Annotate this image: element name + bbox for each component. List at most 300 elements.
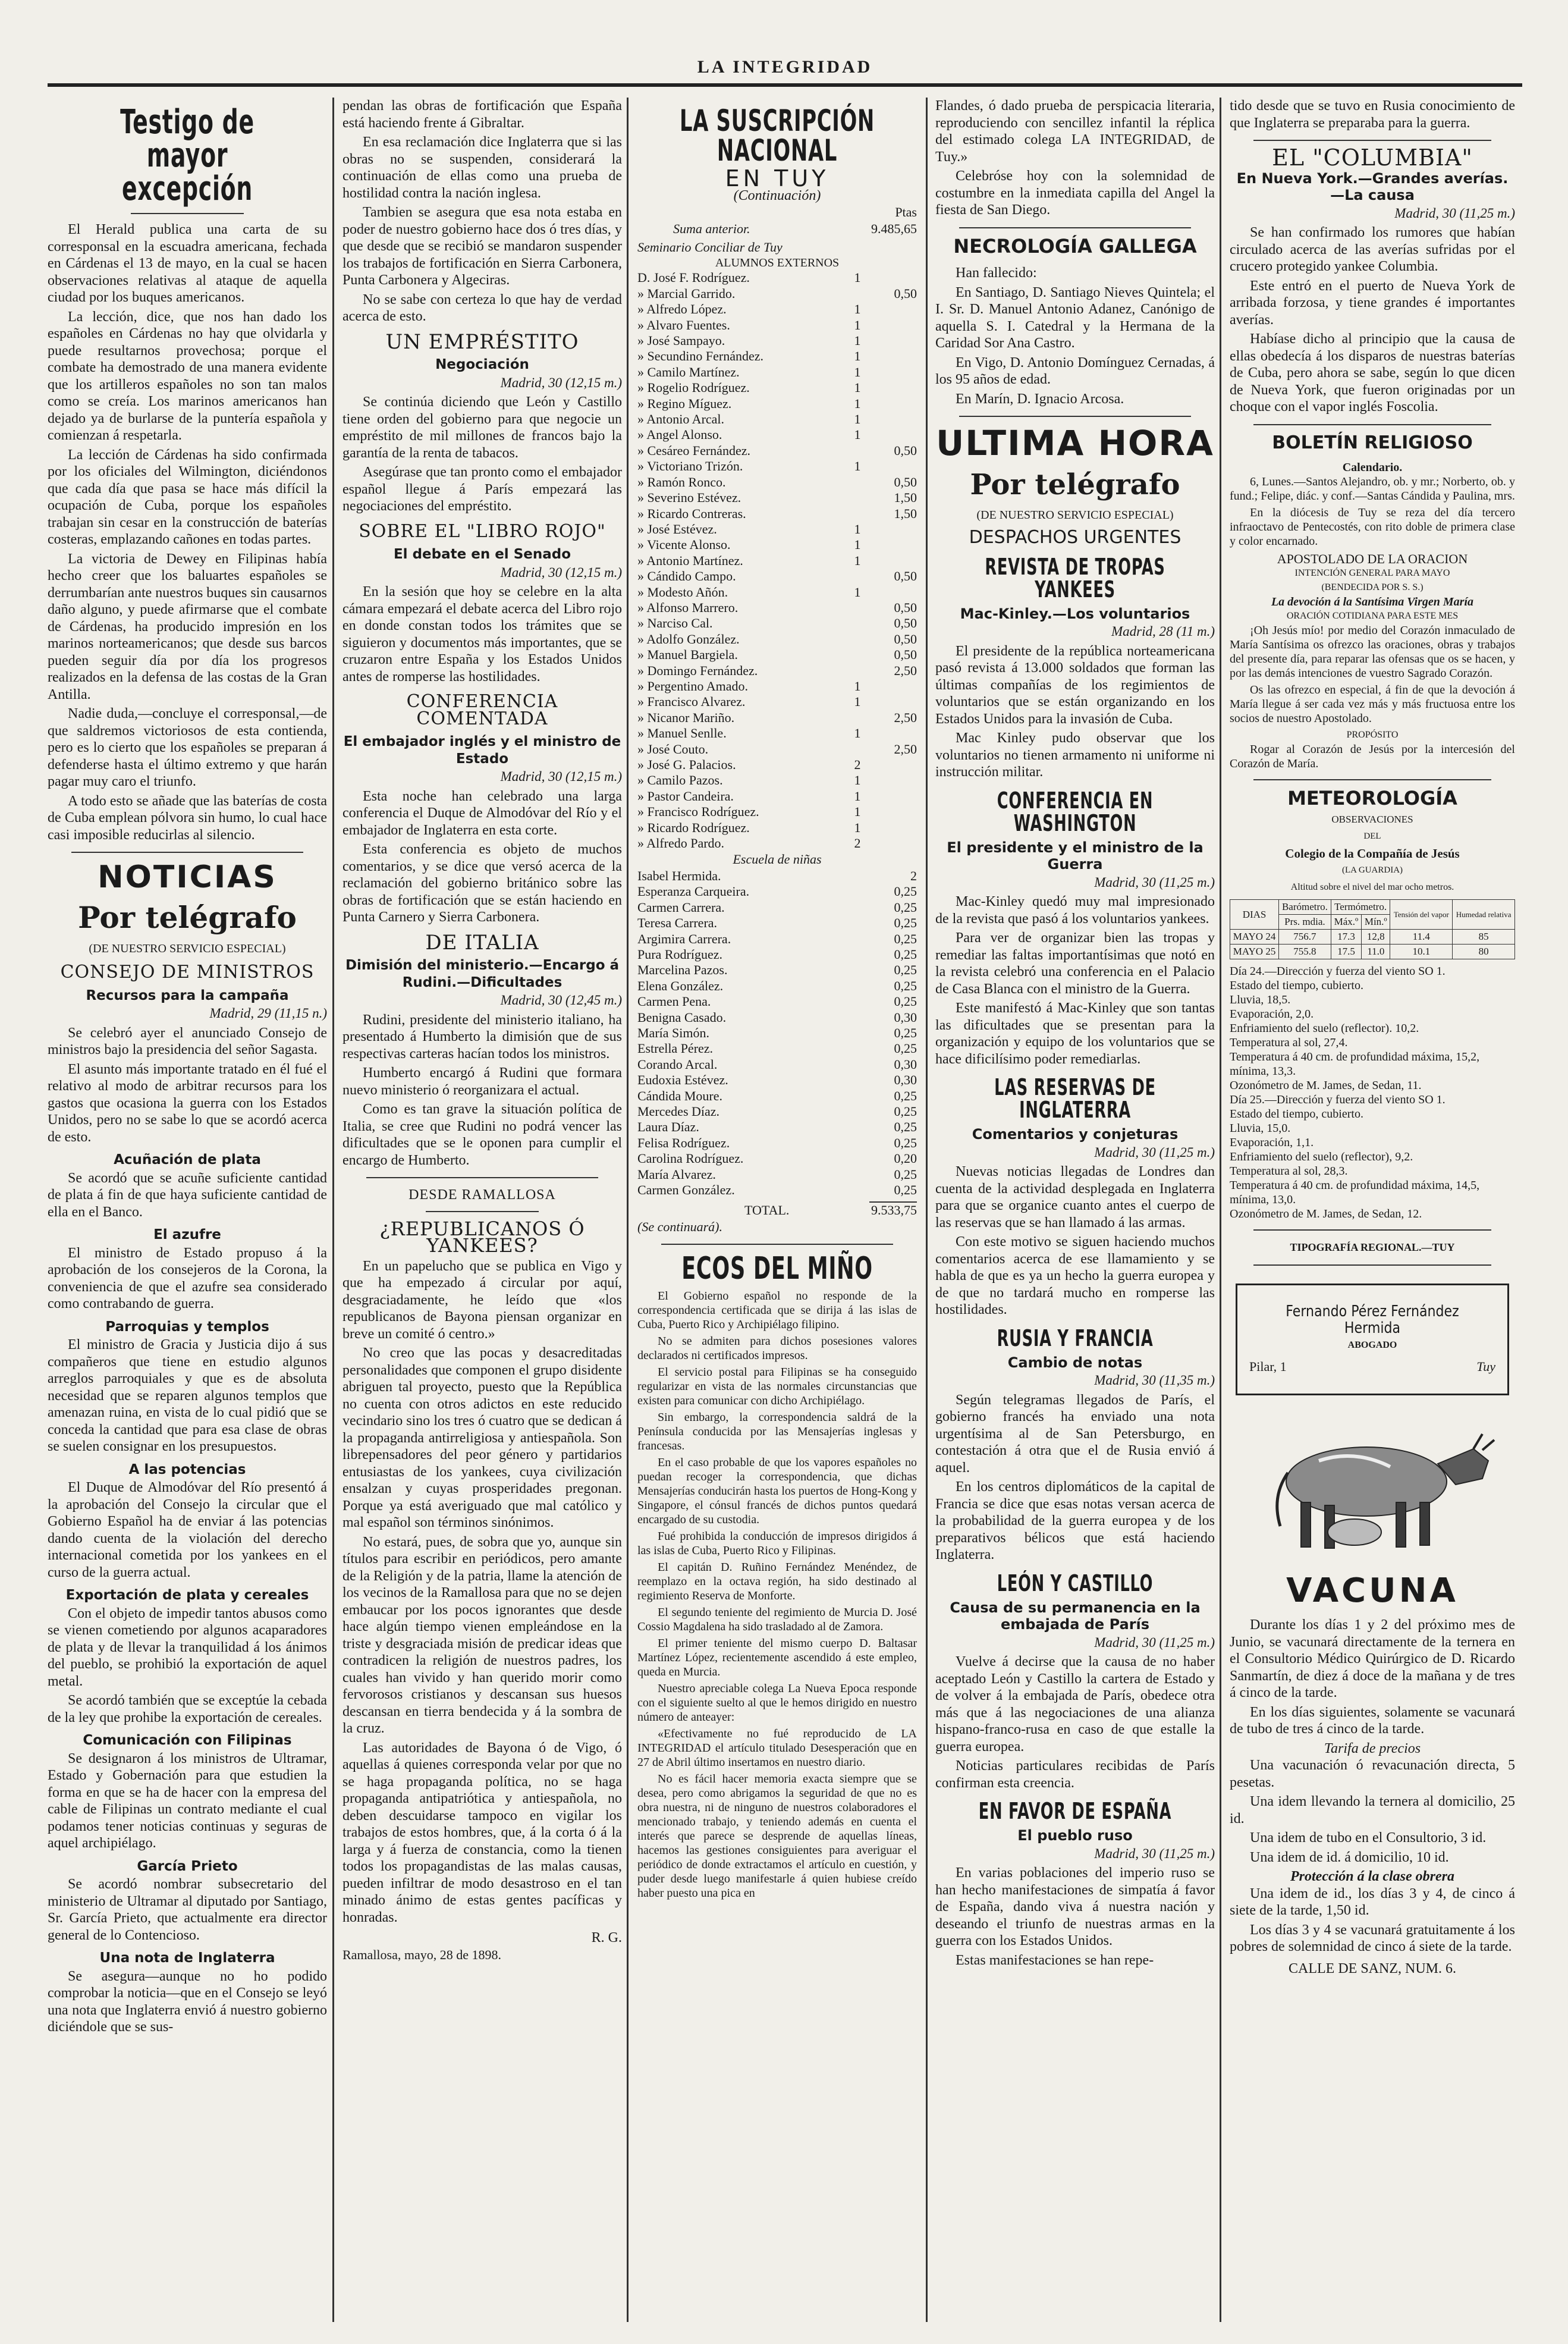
donor-amount: 0,25 (894, 931, 917, 946)
weather-line: Lluvia, 18,5. (1230, 993, 1291, 1007)
donor-amount: 0,25 (894, 1182, 917, 1198)
ad-city: Tuy (1476, 1359, 1495, 1375)
donor-amount: 1 (854, 521, 861, 536)
section-title-telegrafo: Por telégrafo (78, 899, 297, 935)
divider (426, 1211, 539, 1212)
weather-line: Temperatura á 40 cm. de profundidad máxima, 14,5, mínima, 13,0. (1230, 1179, 1480, 1207)
col-header: Barómetro. (1279, 900, 1331, 915)
dateline: Madrid, 28 (11 m.) (1111, 624, 1215, 639)
donor-name: Marcelina Pazos. (637, 962, 728, 978)
subheading: La devoción á la Santísima Virgen María (1271, 595, 1474, 608)
table-row (637, 726, 917, 741)
paragraph: El Herald publica una carta de su corresponsal en la escuadra americana, fechada en Cárdenas el 13 de mayo, en la cual se hacen observaciones relativas al ataque de aquella ciudad por los buques americanos. (48, 222, 327, 305)
paragraph: No estará, pues, de sobra que yo, aunque sin títulos para escribir en periódicos, pero amante de la Religión y de la patria, llame la atención de los vecinos de la Ramallosa para que no se dejen embaucar por los pocos ignorantes que desde hace algún tiempo vienen empleándose en la triste y desgraciada misión de predicar ideas que contradicen la religión de nuestros padres, los cuales han vivido y han querido morir como fervorosos cristianos y descansan sus huesos descansan en tierra bendecida y á la sombra de la cruz. (342, 1534, 622, 1736)
divider (1253, 424, 1491, 425)
donor-amount: 0,20 (894, 1151, 917, 1166)
donor-amount (846, 443, 869, 459)
ad-address: Pilar, 1 (1249, 1359, 1287, 1375)
subheading: Seminario Conciliar de Tuy (637, 239, 783, 255)
table-row (637, 1167, 917, 1182)
donor-name: María Alvarez. (637, 1166, 716, 1182)
ad-role: ABOGADO (1347, 1339, 1397, 1350)
article-title: Testigo de mayor excepción (120, 103, 254, 208)
paragraph: En un papelucho que se publica en Vigo y que ha empezado á circular por aquí, desgraciadamente, he leído que «los republicanos de Bayona piensan organizar en breve un comité ó centro.» (342, 1258, 622, 1342)
paragraph: Una idem de id., los días 3 y 4, de cinco á siete de la tarde, 1,50 id. (1230, 1885, 1515, 1919)
donor-amount: 2 (854, 836, 861, 851)
table-row (637, 270, 917, 285)
subheading: Dimisión del ministerio.—Encargo á Rudini.—Dificultades (345, 958, 620, 990)
subheading: Escuela de niñas (733, 852, 822, 867)
weather-line: Lluvia, 15,0. (1230, 1122, 1291, 1135)
donor-name: Eudoxia Estévez. (637, 1072, 728, 1088)
weather-line: Enfriamiento del suelo (reflector). 10,2. (1230, 1022, 1419, 1035)
paragraph: Tambien se asegura que esa nota estaba en poder de nuestro gobierno hace dos ó tres días, y que desde que se recibió se mandaron suspender los trabajos de fortificación en Sierra Carbonera, Punta Carbonera y Algeciras. (342, 205, 622, 288)
donor-name: Laura Díaz. (637, 1119, 699, 1135)
sum-value: 9.485,65 (871, 221, 917, 236)
paragraph: Humberto encargó á Rudini que formara nuevo ministerio ó reorganizara el actual. (342, 1065, 622, 1098)
subheading: APOSTOLADO DE LA ORACION (1277, 551, 1468, 566)
divider (366, 1177, 598, 1178)
donor-name: Carmen Pena. (637, 994, 711, 1009)
donor-amount (869, 396, 917, 412)
donor-name: » Ricardo Rodríguez. (637, 820, 750, 835)
table-row (637, 1182, 917, 1198)
subheading: Negociación (435, 357, 529, 372)
donor-amount: 1 (854, 412, 861, 427)
donor-amount: 1 (854, 694, 861, 710)
column-2 (342, 98, 622, 2322)
donor-name: » Ramón Ronco. (637, 474, 726, 489)
table-row (637, 884, 917, 899)
dateline: Madrid, 30 (11,25 m.) (1094, 1846, 1215, 1861)
weather-table (1230, 899, 1515, 959)
paragraph: Rudini, presidente del ministerio italiano, ha presentado á Humberto la dimisión que de sus respectivas carteras hacían todos los ministros. (342, 1012, 622, 1062)
table-row (637, 868, 917, 884)
paragraph: Se designaron á los ministros de Ultramar, Estado y Gobernación para que estudien la forma en que se ha de hacer con la empresa del cable de Filipinas un contrato mediante el cual podamos tener noticias continuas y seguras de aquel archipiélago. (48, 1750, 327, 1852)
table-row (637, 694, 917, 710)
donor-amount: 1 (854, 349, 861, 364)
donor-name: » Rogelio Rodríguez. (637, 380, 750, 396)
weather-line: Evaporación, 2,0. (1230, 1008, 1314, 1021)
dateline: Madrid, 29 (11,15 n.) (209, 1006, 327, 1021)
donor-amount (846, 647, 869, 663)
table-row (637, 994, 917, 1009)
heading: BOLETÍN RELIGIOSO (1272, 432, 1473, 453)
donor-amount: 0,30 (894, 1056, 917, 1072)
paragraph: Como es tan grave la situación política de Italia, se cree que Rudini no podrá vencer las dificultades que se le oponen para cumplir el encargo de Humberto. (342, 1102, 622, 1168)
donor-amount: 0,25 (894, 962, 917, 978)
donor-amount (869, 585, 917, 600)
donor-amount: 1 (854, 804, 861, 820)
donor-name: » José Sampayo. (637, 333, 725, 349)
donor-amount (846, 600, 869, 616)
donor-name: » Alfredo López. (637, 302, 727, 317)
column-4 (935, 98, 1215, 2322)
subheading: Parroquias y templos (105, 1319, 269, 1335)
dateline: Madrid, 30 (11,25 m.) (1094, 1634, 1215, 1650)
paragraph: Con el objeto de impedir tantos abusos como se vienen cometiendo por algunos acaparadores de plata y de llevar la tranquilidad á los ánimos del pueblo, se prohibió la exportación de aquel metal. (48, 1605, 327, 1689)
table-row (637, 522, 917, 537)
service-note: (DE NUESTRO SERVICIO ESPECIAL) (976, 509, 1174, 522)
subheading: Comunicación con Filipinas (83, 1733, 292, 1749)
dateline: Madrid, 30 (11,25 m.) (1094, 1144, 1215, 1160)
donor-amount (846, 710, 869, 726)
section-title-suscripcion: LA SUSCRIPCIÓN NACIONAL (679, 103, 875, 168)
donor-amount (869, 522, 917, 537)
donor-name: Benigna Casado. (637, 1009, 727, 1025)
subheading: El presidente y el ministro de la Guerra (947, 839, 1204, 873)
subheading: (BENDECIDA POR S. S.) (1321, 582, 1424, 592)
paragraph: Sin embargo, la correspondencia saldrá de la Península conducida por las Mensajerías inglesas y francesas. (637, 1411, 917, 1453)
subheading: Exportación de plata y cereales (65, 1587, 309, 1604)
weather-line: Ozonómetro de M. James, de Sedan, 12. (1230, 1207, 1422, 1221)
subheading: El debate en el Senado (393, 547, 571, 562)
table-cell: 11.4 (1390, 930, 1453, 944)
donor-amount: 0,25 (894, 1135, 917, 1150)
heading: LEÓN Y CASTILLO (997, 1570, 1154, 1596)
divider (1253, 140, 1491, 141)
donor-amount: 0,25 (894, 994, 917, 1009)
donor-name: » Francisco Alvarez. (637, 694, 746, 710)
weather-line: Temperatura á 40 cm. de profundidad máxima, 15,2, mínima, 13,3. (1230, 1050, 1480, 1078)
donor-amount: 2,50 (894, 710, 917, 725)
table-row (637, 585, 917, 600)
paragraph: En Marín, D. Ignacio Arcosa. (956, 391, 1124, 407)
divider (959, 227, 1191, 228)
donor-amount (869, 757, 917, 773)
donor-amount (869, 318, 917, 333)
paragraph: 6, Lunes.—Santos Alejandro, ob. y mr.; Norberto, ob. y fund.; Felipe, diác. y conf.—Santas Cándida y Paulina, mrs. (1230, 475, 1515, 503)
table-cell: 756.7 (1279, 930, 1331, 944)
subheading: Tarifa de precios (1324, 1740, 1421, 1756)
donor-amount: 0,25 (894, 978, 917, 993)
table-row (637, 710, 917, 726)
continuation-note: (Se continuará). (637, 1219, 722, 1234)
heading: SOBRE EL "LIBRO ROJO" (359, 520, 606, 542)
col-header: Termómetro. (1331, 900, 1390, 915)
paragraph: El ministro de Estado propuso á la aprobación de los consejeros de la Corona, la conveniencia de que el azufre sea considerado como contrabando de guerra. (48, 1245, 327, 1312)
donor-amount: 0,50 (894, 443, 917, 458)
paragraph: Vuelve á decirse que la causa de no haber aceptado León y Castillo la cartera de Estado y de volver á la embajada de París, obedece otra más que á las negociaciones de una alianza hispano-franco-rusa en caso de que estalle la guerra europea. (935, 1654, 1215, 1755)
paragraph: No se admiten para dichos posesiones valores declarados ni certificados impresos. (637, 1335, 917, 1363)
subheading: El pueblo ruso (1017, 1827, 1133, 1844)
donor-amount: 0,25 (894, 899, 917, 915)
donor-name: Felisa Rodríguez. (637, 1135, 730, 1150)
sum-label: Suma anterior. (673, 221, 750, 236)
table-row (637, 1010, 917, 1025)
weather-line: Ozonómetro de M. James, de Sedan, 11. (1230, 1079, 1422, 1093)
donor-name: Argimira Carrera. (637, 931, 731, 946)
table-row (637, 1104, 917, 1119)
weather-line: Estado del tiempo, cubierto. (1230, 979, 1363, 993)
paragraph: Rogar al Corazón de Jesús por la intercesión del Corazón de María. (1230, 743, 1515, 770)
donor-amount (869, 412, 917, 427)
paragraph: La lección de Cárdenas ha sido confirmada por los oficiales del Wilmington, diciéndonos que cada día que pasa se hace más difícil la ocupación de Cuba, porque los españoles trabajan sin cesar en la construcción de baterías costeras, emplazando cañones en todas partes. (48, 447, 327, 547)
heading: UN EMPRÉSTITO (385, 330, 579, 354)
weather-line: Estado del tiempo, cubierto. (1230, 1107, 1363, 1121)
donor-amount: 0,25 (894, 1088, 917, 1103)
table-cell: 85 (1453, 930, 1515, 944)
subtitle: EN TUY (725, 165, 829, 192)
heading: DESDE RAMALLOSA (409, 1187, 556, 1203)
donor-amount (846, 616, 869, 631)
heading: CONFERENCIA COMENTADA (406, 691, 558, 729)
table-row (1230, 930, 1515, 944)
donor-amount: 0,25 (894, 1041, 917, 1056)
paragraph: Se celebró ayer el anunciado Consejo de ministros bajo la presidencia del señor Sagasta. (48, 1025, 327, 1058)
printer-imprint: TIPOGRAFÍA REGIONAL.—TUY (1290, 1241, 1455, 1254)
donor-amount: 0,25 (894, 1025, 917, 1040)
subheading: (LA GUARDIA) (1341, 865, 1403, 876)
paragraph: El segundo teniente del regimiento de Murcia D. José Cossio Magdalena ha sido trasladado al de Zamora. (637, 1606, 917, 1634)
table-row (637, 1135, 917, 1151)
paragraph: Fué prohibida la conducción de impresos dirigidos á las islas de Cuba, Puerto Rico y Filipinas. (637, 1530, 917, 1558)
donor-amount: 2,50 (894, 663, 917, 678)
donor-amount (869, 804, 917, 820)
paragraph: En los centros diplomáticos de la capital de Francia se dice que esas notas versan acerca de la probabilidad de la guerra europea y de los preparativos bélicos que está haciendo Inglaterra. (935, 1479, 1215, 1563)
subheading: Causa de su permanencia en la embajada de París (950, 1599, 1201, 1633)
cow-illustration (1248, 1413, 1497, 1562)
paragraph: ¡Oh Jesús mío! por medio del Corazón inmaculado de María Santísima os ofrezco las oraciones, obras y trabajos del presente día, para reparar las ofensas que os se hacen, y por las demás intenciones de vuestro Sagrado Corazón. (1230, 624, 1515, 680)
donor-amount (869, 333, 917, 349)
table-row (637, 553, 917, 569)
paragraph: Han fallecido: (956, 265, 1037, 281)
donor-name: » Manuel Senlle. (637, 726, 727, 741)
section-title-ecos: ECOS DEL MIÑO (681, 1251, 873, 1287)
paragraph: Nuestro apreciable colega La Nueva Epoca responde con el siguiente suelto al que le hemos dirigido en nuestro número de anteayer: (637, 1682, 917, 1724)
table-row (637, 1025, 917, 1041)
donor-amount: 1 (854, 427, 861, 443)
paragraph: «Efectivamente no fué reproducido de LA INTEGRIDAD el artículo titulado Desesperación que en 27 de Abril último insertamos en nuestro diario. (637, 1727, 917, 1769)
table-row (637, 915, 917, 931)
paragraph: Se acordó nombrar subsecretario del ministerio de Ultramar al diputado por Santiago, Sr. García Prieto, que actualmente era director general de lo Contencioso. (48, 1877, 327, 1943)
subheading: El embajador inglés y el ministro de Estado (343, 734, 621, 767)
donor-amount (869, 820, 917, 836)
column-divider (1220, 98, 1221, 2322)
donor-name: » Narciso Cal. (637, 616, 713, 631)
weather-line: Día 25.—Dirección y fuerza del viento SO 1. (1230, 1093, 1446, 1107)
divider (71, 852, 303, 853)
paragraph: Habíase dicho al principio que la causa de ellas obedecía á los disparos de nuestras baterías de Cuba, pero ahora se sabe, según lo que dicen de Nueva York, que fueron originadas por un choque con el vapor inglés Foscolia. (1230, 331, 1515, 415)
paragraph: Con este motivo se siguen haciendo muchos comentarios acerca de ese llamamiento y se habla de que es ya un hecho la guerra europea y de que no tardará mucho en romperse las hostilidades. (935, 1234, 1215, 1318)
dateline: Madrid, 30 (12,15 m.) (500, 564, 622, 580)
donor-amount: 1,50 (894, 506, 917, 521)
paragraph: Estas manifestaciones se han repe- (956, 1952, 1154, 1968)
heading: DE ITALIA (425, 930, 539, 955)
donor-name: Isabel Hermida. (637, 868, 721, 883)
paragraph: La victoria de Dewey en Filipinas había hecho creer que los baluartes españoles se derrumbarían ante nuestros buques sin causarnos daño alguno, y puede afirmarse que el combate de Cárdenas, ha producido impresión en los marinos norteamericanos; que desde sus barcos pueden seguir día por día los progresos realizados en la defensa de las costas de la Gran Antilla. (48, 551, 327, 702)
paragraph: pendan las obras de fortificación que España está haciendo frente á Gibraltar. (342, 98, 622, 131)
donor-amount: 0,25 (894, 946, 917, 962)
paragraph: Se acordó que se acuñe suficiente cantidad de plata á fin de que haya suficiente cantidad de ella en el Banco. (48, 1170, 327, 1220)
paragraph: Flandes, ó dado prueba de perspicacia literaria, reproduciendo con sencillez infantil la réplica del estimado colega LA INTEGRIDAD, de Tuy.» (935, 98, 1215, 165)
paragraph: En esa reclamación dice Inglaterra que si las obras no se suspenden, considerará la continuación de ellas como una prueba de hostilidad contra la nación inglesa. (342, 134, 622, 201)
table-row (637, 506, 917, 522)
donor-amount (846, 506, 869, 522)
paragraph: No se sabe con certeza lo que hay de verdad acerca de esto. (342, 291, 622, 324)
table-row (637, 978, 917, 994)
subheading: El azufre (153, 1227, 221, 1243)
donor-amount (869, 726, 917, 741)
dateline: Madrid, 30 (11,35 m.) (1094, 1373, 1215, 1388)
divider (1253, 1264, 1491, 1266)
dateline: Madrid, 30 (12,15 m.) (500, 375, 622, 390)
donor-amount: 1 (854, 788, 861, 804)
donor-name: » José G. Palacios. (637, 757, 736, 772)
paragraph: Una vacunación ó revacunación directa, 5 pesetas. (1230, 1758, 1515, 1790)
paragraph: En la sesión que hoy se celebre en la alta cámara empezará el debate acerca del Libro rojo en donde constan todos los trámites que se siguieron y documentos más importantes, que se cruzaron entre España y los Estados Unidos antes de romperse las hostilidades. (342, 584, 622, 685)
table-row (637, 632, 917, 647)
paragraph: Una idem de tubo en el Consultorio, 3 id. (1250, 1830, 1487, 1846)
table-row (637, 318, 917, 333)
paragraph: Nuevas noticias llegadas de Londres dan cuenta de la actividad desplegada en Inglaterra para que se organice cuanto antes el cuerpo de las reservas que se han llamado á las armas. (935, 1164, 1215, 1231)
table-row (637, 443, 917, 459)
table-cell: 755.8 (1279, 944, 1331, 959)
donor-name: Carmen Carrera. (637, 899, 725, 915)
table-row (637, 1041, 917, 1056)
col-header: DIAS (1230, 900, 1279, 930)
table-row (637, 1072, 917, 1088)
paragraph: El ministro de Gracia y Justicia dijo á sus compañeros que tiene en estudio algunos arreglos parroquiales y que es de absoluta necesidad que se reparen algunos templos que amenazan ruina, en vista de lo cual pidió que se conceda la cantidad que para esa clase de obras se suelen consignar en los presupuestos. (48, 1337, 327, 1455)
subscription-table (637, 221, 917, 237)
donor-amount (846, 475, 869, 490)
subheading: Comentarios y conjeturas (972, 1126, 1179, 1143)
donor-amount: 0,50 (894, 569, 917, 584)
divider (959, 416, 1191, 417)
section-title-telegrafo: Por telégrafo (970, 467, 1180, 501)
dateline: Madrid, 30 (11,25 m.) (1094, 874, 1215, 890)
donor-name: » Alfredo Pardo. (637, 836, 725, 851)
paragraph: En la diócesis de Tuy se reza del día tercero infraoctavo de Pentecostés, con rito doble de primera clase y color encarnado. (1230, 506, 1515, 548)
donor-name: » Severino Estévez. (637, 490, 741, 506)
paragraph: En Santiago, D. Santiago Nieves Quintela; el I. Sr. D. Manuel Antonio Adanez, Canónigo de aquella S. I. Catedral y la Hermana de la Caridad Sor Ana Castro. (935, 284, 1215, 352)
donor-amount: 1 (854, 820, 861, 835)
table-row (637, 396, 917, 412)
heading: NECROLOGÍA GALLEGA (953, 234, 1197, 258)
donor-amount: 1 (854, 537, 861, 553)
table-row (637, 773, 917, 788)
heading: RUSIA Y FRANCIA (997, 1325, 1154, 1351)
paragraph: Una idem de id. á domicilio, 10 id. (1250, 1849, 1449, 1865)
donor-amount (846, 742, 869, 757)
table-row (637, 1057, 917, 1072)
donor-name: » Marcial Garrido. (637, 285, 736, 301)
paragraph: Os las ofrezco en especial, á fin de que la devoción á María llegue á ser cada vez más y más fructuosa entre los socios de nuestro Apostolado. (1230, 683, 1515, 725)
donor-amount: 0,50 (894, 285, 917, 301)
donor-amount: 1 (854, 333, 861, 349)
donor-amount: 0,50 (894, 631, 917, 647)
subheading: Mac-Kinley.—Los voluntarios (960, 605, 1190, 622)
donor-name: » Nicanor Mariño. (637, 710, 735, 725)
donor-amount (869, 789, 917, 804)
table-row (1230, 944, 1515, 959)
donor-amount (846, 569, 869, 584)
paragraph: Se continúa diciendo que León y Castillo tiene orden del gobierno para que negocie un empréstito de mil millones de francos bajo la garantía de la renta de tabacos. (342, 394, 622, 461)
paragraph: Se asegura—aunque no ho podido comprobar la noticia—que en el Consejo se leyó una nota que Inglaterra envió á nuestro gobierno diciéndole que se sus- (48, 1968, 327, 2035)
table-cell: 12,8 (1362, 930, 1390, 944)
externos-table (637, 270, 917, 851)
donor-amount: 1 (854, 302, 861, 317)
paragraph: Se han confirmado los rumores que habían circulado acerca de las averías sufridas por el crucero protegido yankee Columbia. (1230, 225, 1515, 274)
column-divider (332, 98, 334, 2322)
subheading: En Nueva York.—Grandes averías.—La causa (1236, 170, 1509, 203)
donor-name: » Camilo Martínez. (637, 364, 740, 379)
donor-amount: 2,50 (894, 741, 917, 757)
donor-amount (869, 679, 917, 694)
donor-name: » José Couto. (637, 741, 709, 757)
donor-amount: 1 (854, 364, 861, 379)
donor-name: » Antonio Martínez. (637, 553, 743, 568)
table-row (637, 537, 917, 553)
subheading: ORACIÓN COTIDIANA PARA ESTE MES (1286, 611, 1459, 621)
table-row (637, 1088, 917, 1104)
paragraph: Este entró en el puerto de Nueva York de arribada forzosa, y tiene grandes é importantes averías. (1230, 278, 1515, 328)
subheading: García Prieto (137, 1858, 238, 1874)
table-row (637, 820, 917, 836)
paragraph: Se acordó también que se exceptúe la cebada de la ley que prohibe la exportación de cereales. (48, 1693, 327, 1725)
donor-amount: 0,50 (894, 616, 917, 631)
paragraph: El presidente de la república norteamericana pasó revista á 13.000 soldados que forman las últimas compañías de los regimientos de voluntarios que se están organizando en los Estados Unidos para la invasión de Cuba. (935, 643, 1215, 727)
table-row (637, 931, 917, 947)
total-label: TOTAL. (744, 1202, 790, 1218)
donor-name: Estrella Pérez. (637, 1041, 714, 1056)
donor-amount: 0,30 (894, 1009, 917, 1025)
donor-name: » Manuel Bargiela. (637, 647, 738, 663)
subheading: ALUMNOS EXTERNOS (715, 256, 840, 270)
col-subheader: Prs. mdia. (1279, 915, 1331, 930)
donor-name: Esperanza Carqueira. (637, 884, 750, 899)
donor-amount: 1 (854, 584, 861, 600)
signature: R. G. (591, 1930, 622, 1946)
donor-name: » Alvaro Fuentes. (637, 317, 730, 332)
donor-amount (869, 694, 917, 710)
donor-amount (869, 537, 917, 553)
weather-line: Temperatura al sol, 27,4. (1230, 1036, 1348, 1050)
table-row (637, 302, 917, 317)
table-row (637, 1151, 917, 1166)
donor-amount: 0,25 (894, 915, 917, 931)
donor-name: Elena González. (637, 978, 724, 993)
table-row (637, 679, 917, 694)
donor-amount (869, 302, 917, 317)
table-row (637, 647, 917, 663)
paragraph: No creo que las pocas y desacreditadas personalidades que componen el grupo disidente abriguen tal proyecto, puesto que la República no cuenta con otros adictos en este reducido vecindario sino los tres ó cuatro que se dedican á la propaganda antirreligiosa y antiespañola. Son librepensadores del peor género y partidarios entusiastas de los yankees, cuya civilización ensalzan y cuyas prosperidades pregonan. Porque ya está averiguado que mal católico y mal español son términos sinónimos. (342, 1345, 622, 1530)
lawyer-advert (1236, 1284, 1509, 1395)
donor-name: » Angel Alonso. (637, 427, 722, 443)
subheading: Acuñación de plata (114, 1152, 261, 1168)
masthead-rule (48, 83, 1522, 87)
heading: CONFERENCIA EN WASHINGTON (997, 787, 1154, 836)
donor-amount: 0,50 (894, 474, 917, 489)
heading: EL "COLUMBIA" (1272, 145, 1473, 171)
subheading: Una nota de Inglaterra (99, 1950, 275, 1966)
donor-amount (846, 490, 869, 506)
table-row (637, 962, 917, 978)
masthead: LA INTEGRIDAD (697, 57, 873, 77)
donor-amount (869, 553, 917, 569)
table-cell: MAYO 24 (1230, 930, 1279, 944)
paragraph: Mac-Kinley quedó muy mal impresionado de la revista que pasó á los voluntarios yankees. (935, 894, 1215, 927)
paragraph: Para ver de organizar bien las tropas y remediar las faltas importantísimas que notó en la revista celebró una conferencia en el Palacio de Casa Blanca con el ministro de la Guerra. (935, 930, 1215, 997)
donor-amount (869, 365, 917, 380)
paragraph: Durante los días 1 y 2 del próximo mes de Junio, se vacunará directamente de la ternera en el Consultorio Médico Quirúrgico de D. Ricardo Sanmartín, de diez á doce de la mañana y de tres á cinco de la tarde. (1230, 1617, 1515, 1701)
donor-name: » Francisco Rodríguez. (637, 804, 759, 820)
table-row (637, 1202, 917, 1218)
donor-amount: 0,25 (894, 1119, 917, 1135)
address: CALLE DE SANZ, NUM. 6. (1289, 1960, 1456, 1976)
table-row (637, 490, 917, 506)
paragraph: El capitán D. Ruñino Fernández Menéndez, de reemplazo en la octava región, ha sido destinado al regimiento Reserva de Monforte. (637, 1561, 917, 1603)
